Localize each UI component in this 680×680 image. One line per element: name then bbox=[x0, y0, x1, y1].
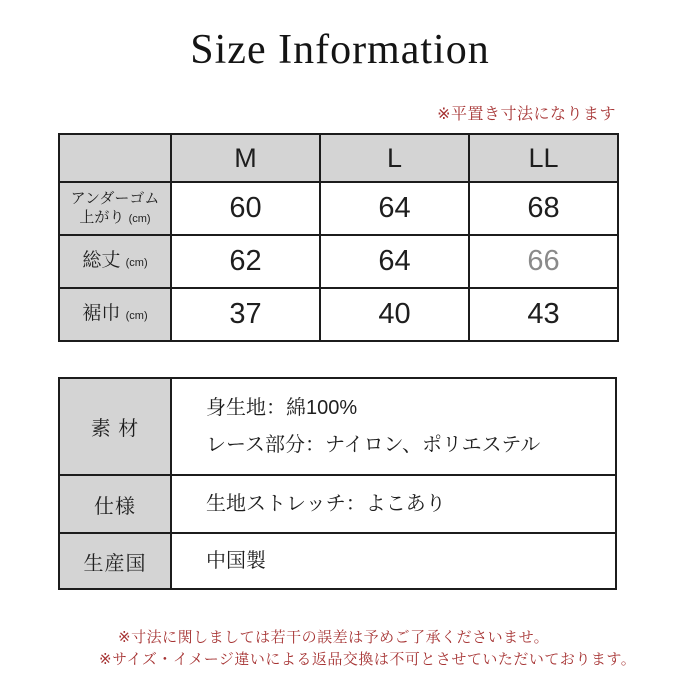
footer-notes bbox=[99, 627, 636, 671]
size-table-header-row bbox=[59, 134, 618, 182]
detail-value-country: 中国製 bbox=[171, 533, 616, 589]
detail-label-material: 素 材 bbox=[59, 378, 171, 475]
size-column-ll: LL bbox=[469, 134, 618, 182]
row-label-line1: アンダーゴム bbox=[70, 189, 160, 207]
detail-label-spec: 仕様 bbox=[59, 475, 171, 533]
table-row bbox=[59, 378, 616, 475]
size-table-corner-cell bbox=[59, 134, 171, 182]
row-label-line2: 上がり bbox=[79, 208, 125, 226]
footer-note-no-returns: ※サイズ・イメージ違いによる返品交換は不可とさせていただいております。 bbox=[99, 651, 637, 668]
row-label-total-length bbox=[59, 235, 171, 288]
table-row bbox=[59, 182, 618, 235]
value-cell: 40 bbox=[320, 288, 469, 341]
material-line2: レース部分：ナイロン、ポリエステル bbox=[206, 433, 541, 456]
size-column-m: M bbox=[171, 134, 320, 182]
table-row bbox=[59, 533, 616, 589]
footer-note-tolerance: ※寸法に関しましては若干の誤差は予めご了承くださいませ。 bbox=[118, 629, 550, 646]
value-cell-muted: 66 bbox=[469, 235, 618, 288]
unit-label: (cm) bbox=[125, 310, 148, 323]
unit-label: (cm) bbox=[128, 212, 151, 225]
value-cell: 64 bbox=[320, 182, 469, 235]
table-row bbox=[59, 288, 618, 341]
material-line1: 身生地：綿100% bbox=[206, 396, 358, 419]
detail-table bbox=[58, 377, 617, 590]
value-cell: 62 bbox=[171, 235, 320, 288]
value-cell: 43 bbox=[469, 288, 618, 341]
row-label-hem-width bbox=[59, 288, 171, 341]
table-row bbox=[59, 235, 618, 288]
row-label: 裾巾 bbox=[82, 303, 121, 325]
value-cell: 68 bbox=[469, 182, 618, 235]
row-label-under-elastic bbox=[59, 182, 171, 235]
detail-value-spec: 生地ストレッチ：よこあり bbox=[171, 475, 616, 533]
value-cell: 64 bbox=[320, 235, 469, 288]
flat-measurement-note: ※平置き寸法になります bbox=[437, 106, 616, 123]
value-cell: 37 bbox=[171, 288, 320, 341]
size-table bbox=[58, 133, 619, 342]
size-column-l: L bbox=[320, 134, 469, 182]
page-title: Size Information bbox=[190, 27, 490, 73]
detail-label-country: 生産国 bbox=[59, 533, 171, 589]
unit-label: (cm) bbox=[125, 257, 148, 270]
value-cell: 60 bbox=[171, 182, 320, 235]
row-label: 総丈 bbox=[82, 250, 121, 272]
detail-value-material bbox=[171, 378, 616, 475]
table-row bbox=[59, 475, 616, 533]
